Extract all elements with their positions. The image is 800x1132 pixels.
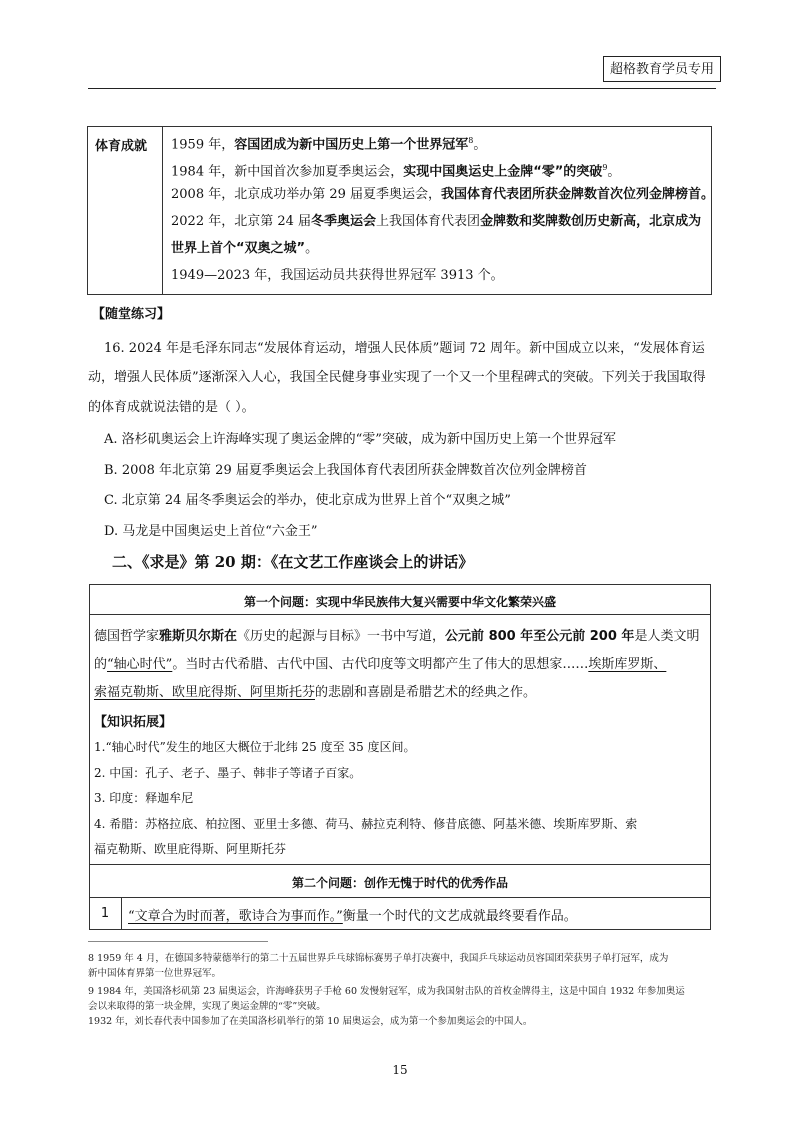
footnote-separator <box>88 941 268 942</box>
ext-line-2: 2. 中国：孔子、老子、墨子、韩非子等诸子百家。 <box>94 766 362 780</box>
achievement-line-4: 2022 年，北京第 24 届冬季奥运会上我国体育代表团金牌数和奖牌数创历史新高，北京成为 <box>171 214 702 229</box>
question-line-1: 16. 2024 年是毛泽东同志“发展体育运动，增强人民体质”题词 72 周年。新中国成立以来，“发展体育运 <box>104 341 705 356</box>
question-1-heading: 第一个问题：实现中华民族伟大复兴需要中华文化繁荣兴盛 <box>243 595 556 609</box>
footnote-8-line-1: 8 1959 年 4 月，在德国多特蒙德举行的第二十五届世界乒乓球锦标赛男子单打决赛中，我国乒乓球运动员容国团荣获男子单打冠军，成为 <box>88 953 669 964</box>
question-line-2: 动，增强人民体质”逐渐深入人心，我国全民健身事业实现了一个又一个里程碑式的突破。下列关于我国取得 <box>88 370 706 385</box>
achievement-line-6: 1949—2023 年，我国运动员共获得世界冠军 3913 个。 <box>171 268 504 283</box>
question-line-3: 的体育成就说法错的是（ ）。 <box>88 400 255 415</box>
row-number: 1 <box>89 897 122 930</box>
achievement-line-1: 1959 年，容国团成为新中国历史上第一个世界冠军$^8$。 <box>171 136 487 153</box>
achievement-line-2: 1984 年，新中国首次参加夏季奥运会，实现中国奥运史上金牌“零”的突破$^9$。 <box>171 163 621 180</box>
footnote-8-line-2: 新中国体育界第一位世界冠军。 <box>88 968 222 979</box>
option-c: C. 北京第 24 届冬季奥运会的举办，使北京成为世界上首个“双奥之城” <box>104 493 511 508</box>
practice-heading: 【随堂练习】 <box>92 307 171 322</box>
ext-line-4: 4. 希腊：苏格拉底、柏拉图、亚里士多德、荷马、赫拉克利特、修昔底德、阿基米德、埃斯库罗斯、索 <box>94 817 638 831</box>
ext-line-5: 福克勒斯、欧里庇得斯、阿里斯托芬 <box>94 842 287 856</box>
table-divider <box>89 864 711 865</box>
option-b: B. 2008 年北京第 29 届夏季奥运会上我国体育代表团所获金牌数首次位列金牌榜首 <box>104 463 587 478</box>
paragraph-line-2: 的“轴心时代”。当时古代希腊、古代中国、古代印度等文明都产生了伟大的思想家……埃斯库罗斯、 <box>94 657 667 672</box>
achievement-line-5: 世界上首个“双奥之城”。 <box>171 241 319 256</box>
paragraph-line-3: 索福克勒斯、欧里庇得斯、阿里斯托芬的悲剧和喜剧是希腊艺术的经典之作。 <box>94 685 537 700</box>
footnote-9-line-3: 1932 年，刘长春代表中国参加了在美国洛杉矶举行的第 10 届奥运会，成为第一个参加奥运会的中国人。 <box>88 1016 533 1027</box>
page-number: 15 <box>392 1063 408 1077</box>
footnote-9-line-2: 会以来取得的第一块金牌，实现了奥运金牌的“零”突破。 <box>88 1001 326 1012</box>
ext-line-3: 3. 印度：释迦牟尼 <box>94 791 194 805</box>
section-title: 二、《求是》第 20 期：《在文艺工作座谈会上的讲话》 <box>112 553 474 571</box>
table-divider <box>89 614 711 615</box>
option-a: A. 洛杉矶奥运会上许海峰实现了奥运金牌的“零”突破，成为新中国历史上第一个世界冠军 <box>104 432 616 447</box>
table-divider <box>89 897 711 898</box>
question-2-heading: 第二个问题：创作无愧于时代的优秀作品 <box>291 876 508 890</box>
ext-line-1: 1.“轴心时代”发生的地区大概位于北纬 25 度至 35 度区间。 <box>94 740 416 754</box>
header-badge: 超格教育学员专用 <box>603 56 721 82</box>
row-1-text: “文章合为时而著，歌诗合为事而作。”衡量一个时代的文艺成就最终要看作品。 <box>128 909 577 924</box>
paragraph-line-1: 德国哲学家雅斯贝尔斯在《历史的起源与目标》一书中写道，公元前 800 年至公元前 200 年是人类文明 <box>94 629 700 644</box>
achievement-line-3: 2008 年，北京成功举办第 29 届夏季奥运会，我国体育代表团所获金牌数首次位列金牌榜首。 <box>171 187 715 202</box>
option-d: D. 马龙是中国奥运史上首位“六金王” <box>104 524 318 539</box>
knowledge-extension-heading: 【知识拓展】 <box>94 715 173 730</box>
footnote-9-line-1: 9 1984 年，美国洛杉矶第 23 届奥运会，许海峰获男子手枪 60 发慢射冠军，成为我国射击队的首枚金牌得主，这是中国自 1932 年参加奥运 <box>88 986 685 997</box>
header-divider <box>88 88 716 89</box>
achievements-label: 体育成就 <box>87 126 163 295</box>
